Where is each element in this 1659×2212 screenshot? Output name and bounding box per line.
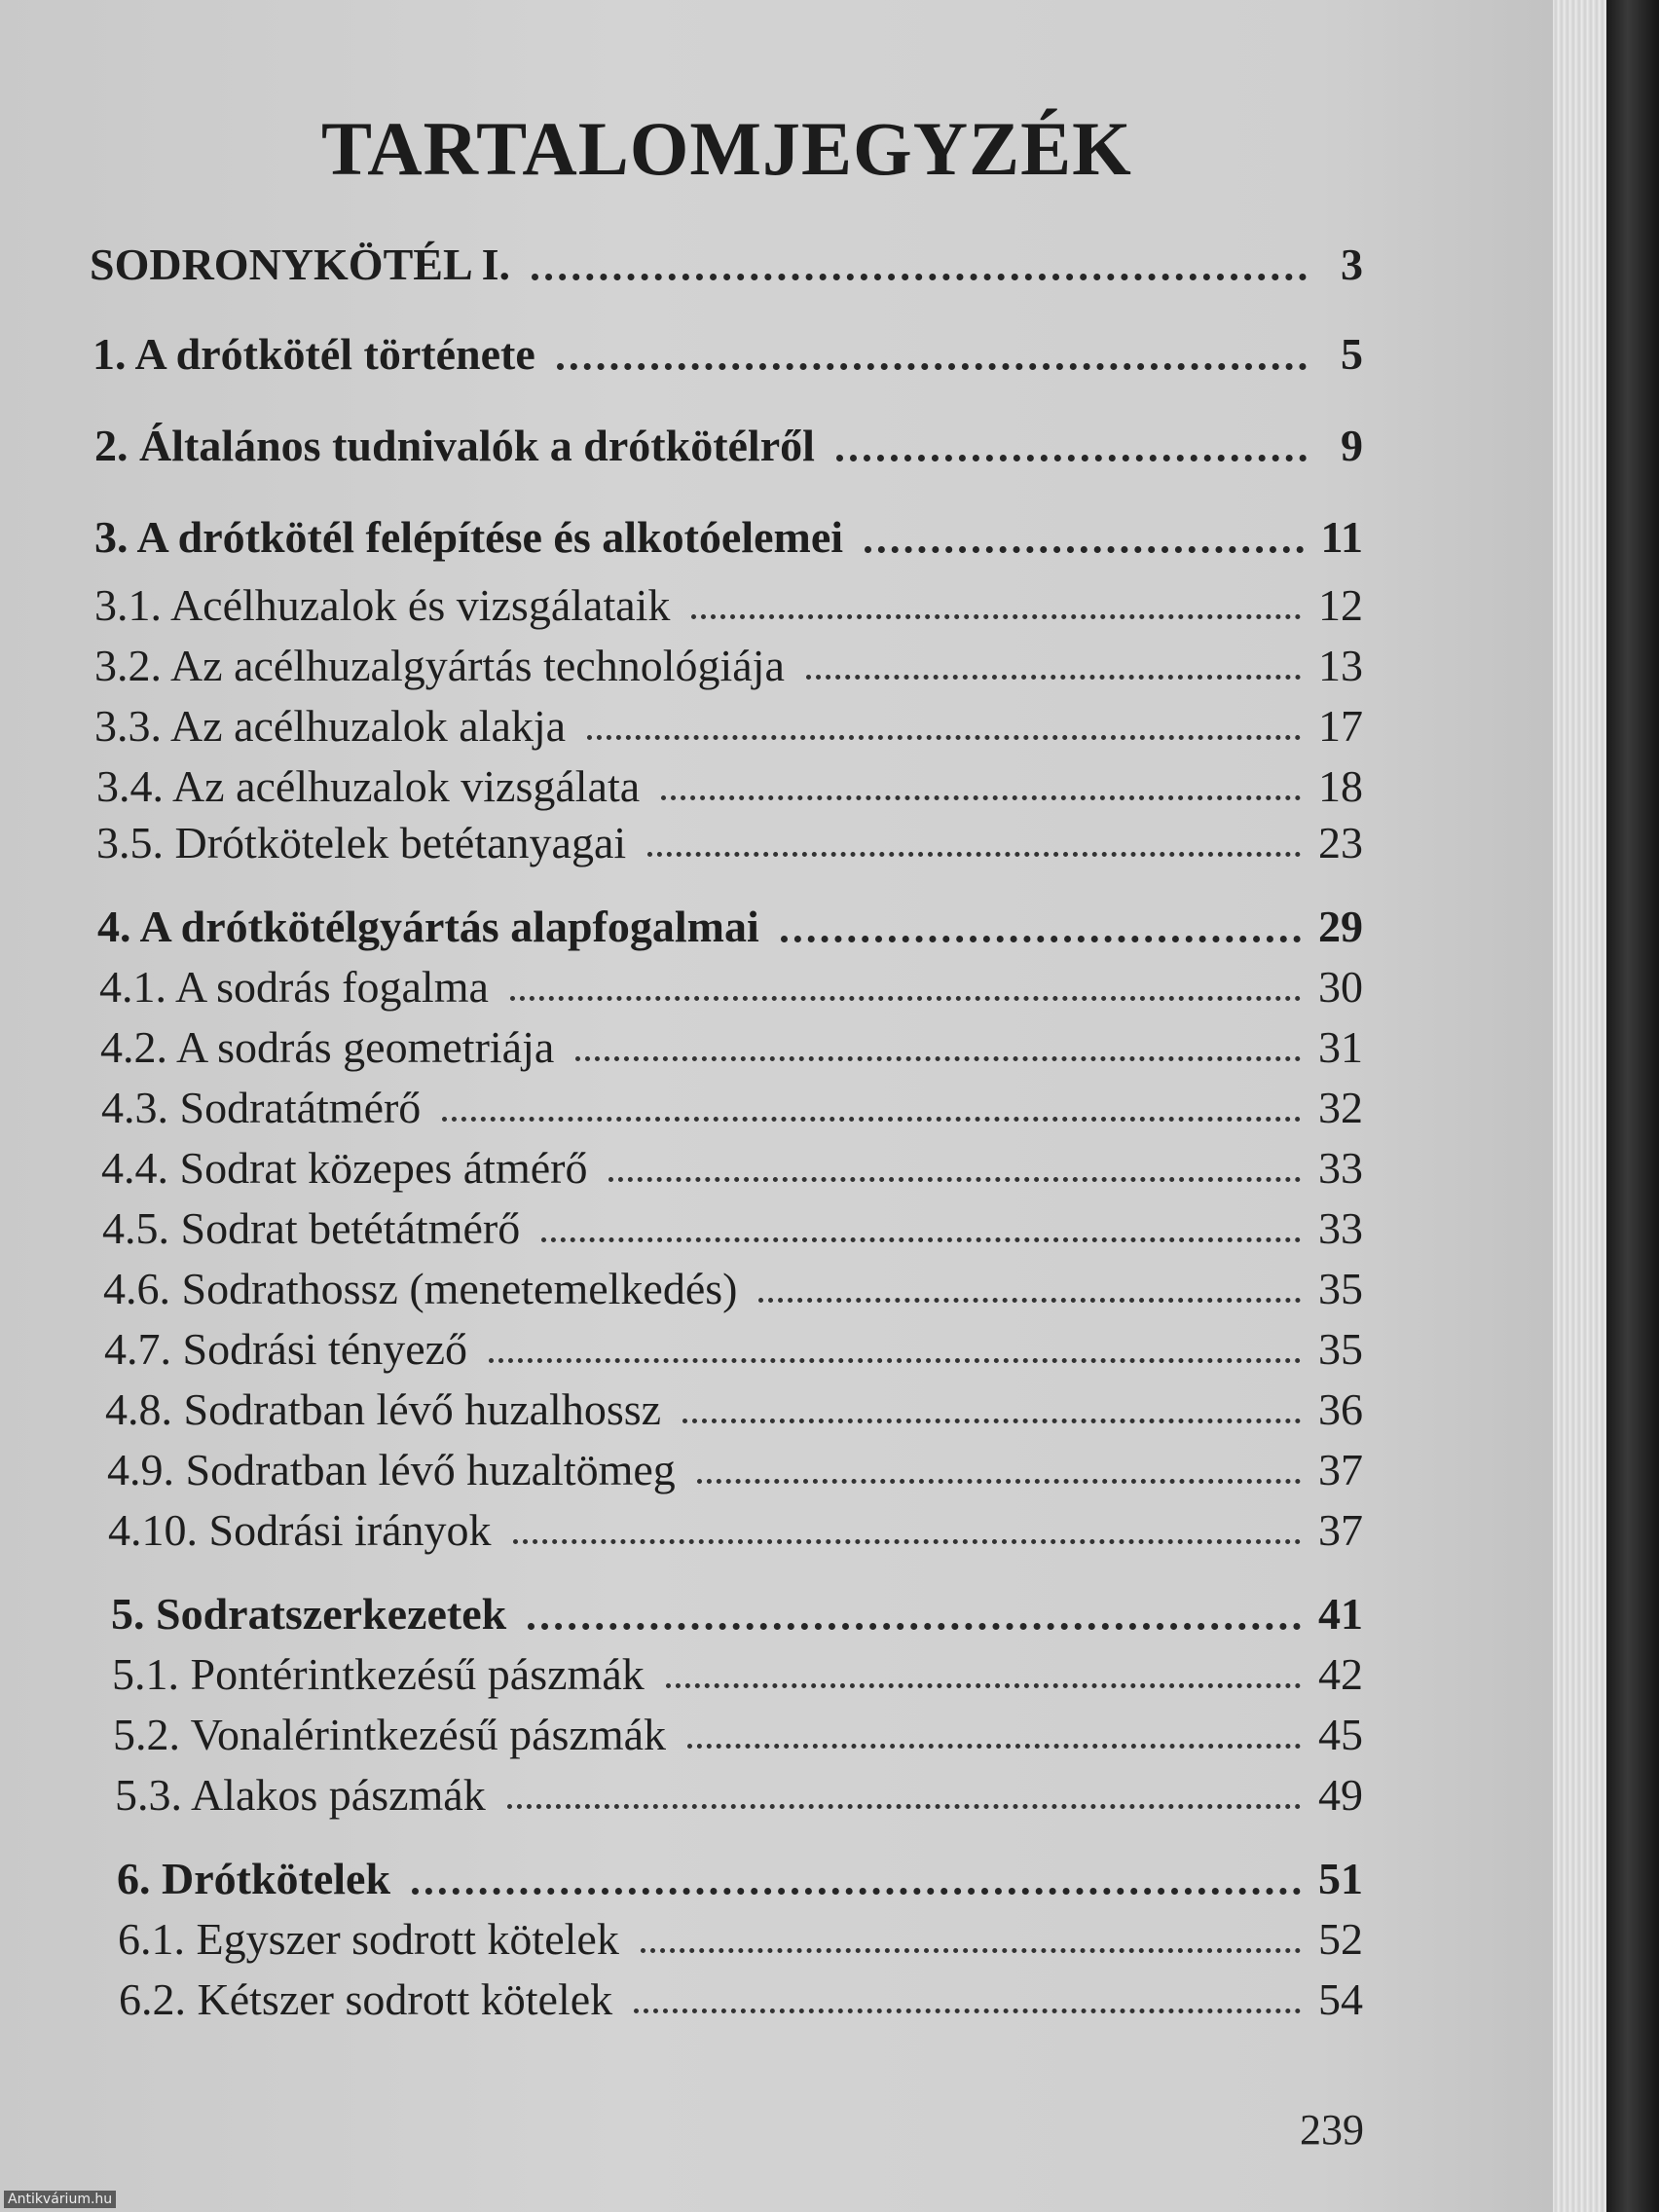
toc-section-entry bbox=[113, 1702, 1363, 1760]
toc-entry-page: 13 bbox=[1318, 641, 1363, 690]
watermark: Antikvárium.hu bbox=[4, 2191, 116, 2208]
toc-entry-page: 45 bbox=[1318, 1710, 1363, 1759]
toc-leader-dots bbox=[575, 1056, 1301, 1061]
toc-entry-page: 29 bbox=[1318, 902, 1363, 951]
toc-leader-dots bbox=[507, 1804, 1301, 1809]
toc-section-entry bbox=[104, 1316, 1363, 1375]
toc-entry-label: 4.6. Sodrathossz (menetemelkedés) bbox=[103, 1264, 738, 1313]
toc-entry-page: 37 bbox=[1318, 1505, 1363, 1555]
toc-entry-label: 6.2. Kétszer sodrott kötelek bbox=[119, 1974, 613, 2024]
toc-leader-dots bbox=[528, 1623, 1301, 1630]
toc-leader-dots bbox=[836, 455, 1307, 461]
toc-entry-label: 5.3. Alakos pászmák bbox=[115, 1770, 486, 1820]
page-number: 239 bbox=[1300, 2106, 1364, 2154]
toc-leader-dots bbox=[647, 852, 1301, 857]
toc-section-entry bbox=[105, 1377, 1363, 1435]
toc-entry-page: 18 bbox=[1318, 761, 1363, 811]
toc-leader-dots bbox=[412, 1888, 1301, 1895]
toc-entry-label: 4.4. Sodrat közepes átmérő bbox=[101, 1143, 588, 1193]
toc-leader-dots bbox=[532, 274, 1307, 280]
toc-section-entry bbox=[108, 1497, 1363, 1556]
toc-leader-dots bbox=[489, 1358, 1301, 1363]
page-title: TARTALOMJEGYZÉK bbox=[321, 106, 1132, 191]
toc-leader-dots bbox=[682, 1419, 1301, 1423]
toc-section-entry bbox=[119, 1967, 1363, 2025]
toc-entry-page: 35 bbox=[1318, 1324, 1363, 1374]
toc-leader-dots bbox=[691, 614, 1301, 619]
toc-entry-label: 3.3. Az acélhuzalok alakja bbox=[94, 701, 567, 751]
toc-section-entry bbox=[101, 1075, 1363, 1133]
toc-entry-label: 5. Sodratszerkezetek bbox=[111, 1589, 507, 1639]
toc-entry-label: 4.1. A sodrás fogalma bbox=[99, 962, 489, 1012]
toc-entry-label: 6. Drótkötelek bbox=[117, 1854, 391, 1903]
toc-entry-page: 49 bbox=[1318, 1770, 1363, 1820]
toc-entry-page: 11 bbox=[1320, 512, 1363, 562]
toc-section-entry bbox=[115, 1762, 1363, 1821]
toc-entry-page: 17 bbox=[1318, 701, 1363, 751]
toc-entry-page: 37 bbox=[1318, 1445, 1363, 1494]
toc-entry-page: 54 bbox=[1318, 1974, 1363, 2024]
toc-entry-label: 4.7. Sodrási tényező bbox=[104, 1324, 468, 1374]
toc-entry-page: 42 bbox=[1318, 1649, 1363, 1699]
toc-entry-label: 3.4. Az acélhuzalok vizsgálata bbox=[96, 761, 641, 811]
toc-section-entry bbox=[96, 810, 1363, 868]
toc-entry-page: 30 bbox=[1318, 962, 1363, 1012]
toc-entry-page: 51 bbox=[1318, 1854, 1363, 1903]
toc-leader-dots bbox=[557, 363, 1307, 370]
toc-entry-page: 23 bbox=[1318, 818, 1363, 867]
page-edges bbox=[1553, 0, 1606, 2212]
toc-entry-page: 33 bbox=[1318, 1143, 1363, 1193]
toc-leader-dots bbox=[541, 1237, 1301, 1242]
toc-entry-label: 4.10. Sodrási irányok bbox=[108, 1505, 492, 1555]
toc-chapter-entry bbox=[94, 413, 1363, 471]
toc-section-entry bbox=[99, 954, 1363, 1013]
toc-section-entry bbox=[103, 1256, 1363, 1314]
toc-entry-page: 33 bbox=[1318, 1203, 1363, 1253]
toc-chapter-entry bbox=[90, 232, 1363, 290]
toc-leader-dots bbox=[697, 1479, 1301, 1484]
toc-section-entry bbox=[94, 633, 1363, 691]
toc-leader-dots bbox=[513, 1539, 1301, 1544]
toc-entry-page: 32 bbox=[1318, 1083, 1363, 1132]
toc-entry-page: 3 bbox=[1341, 240, 1363, 289]
toc-section-entry bbox=[112, 1641, 1363, 1700]
toc-entry-label: 3.5. Drótkötelek betétanyagai bbox=[96, 818, 627, 867]
toc-leader-dots bbox=[666, 1683, 1301, 1688]
toc-entry-page: 35 bbox=[1318, 1264, 1363, 1313]
toc-leader-dots bbox=[442, 1117, 1301, 1122]
toc-section-entry bbox=[107, 1437, 1363, 1495]
toc-section-entry bbox=[94, 572, 1363, 631]
toc-entry-label: 4.2. A sodrás geometriája bbox=[100, 1022, 555, 1072]
toc-entry-page: 52 bbox=[1318, 1914, 1363, 1964]
toc-entry-label: SODRONYKÖTÉL I. bbox=[90, 240, 510, 289]
toc-entry-label: 4.8. Sodratban lévő huzalhossz bbox=[105, 1384, 662, 1434]
toc-entry-page: 5 bbox=[1341, 329, 1363, 379]
toc-leader-dots bbox=[661, 795, 1301, 800]
toc-entry-label: 3.2. Az acélhuzalgyártás technológiája bbox=[94, 641, 785, 690]
toc-chapter-entry bbox=[94, 504, 1363, 563]
toc-entry-label: 1. A drótkötél története bbox=[92, 329, 535, 379]
toc-section-entry bbox=[101, 1135, 1363, 1194]
toc-entry-label: 2. Általános tudnivalók a drótkötélről bbox=[94, 421, 815, 470]
toc-entry-label: 5.1. Pontérintkezésű pászmák bbox=[112, 1649, 645, 1699]
toc-leader-dots bbox=[865, 546, 1303, 553]
toc-entry-page: 9 bbox=[1341, 421, 1363, 470]
toc-section-entry bbox=[96, 754, 1363, 812]
toc-chapter-entry bbox=[92, 321, 1363, 380]
toc-entry-label: 4.9. Sodratban lévő huzaltömeg bbox=[107, 1445, 676, 1494]
toc-leader-dots bbox=[687, 1744, 1301, 1749]
toc-leader-dots bbox=[641, 1948, 1301, 1953]
toc-entry-label: 3. A drótkötél felépítése és alkotóelemei bbox=[94, 512, 844, 562]
toc-entry-label: 6.1. Egyszer sodrott kötelek bbox=[118, 1914, 619, 1964]
toc-chapter-entry bbox=[111, 1581, 1363, 1640]
toc-entry-label: 4.3. Sodratátmérő bbox=[101, 1083, 422, 1132]
toc-leader-dots bbox=[758, 1298, 1301, 1303]
toc-leader-dots bbox=[510, 996, 1301, 1001]
toc-leader-dots bbox=[608, 1177, 1301, 1182]
toc-entry-label: 3.1. Acélhuzalok és vizsgálataik bbox=[94, 580, 671, 630]
toc-entry-page: 31 bbox=[1318, 1022, 1363, 1072]
toc-entry-label: 4.5. Sodrat betétátmérő bbox=[102, 1203, 521, 1253]
toc-section-entry bbox=[94, 693, 1363, 752]
toc-leader-dots bbox=[806, 675, 1301, 680]
toc-leader-dots bbox=[781, 936, 1301, 942]
toc-entry-page: 36 bbox=[1318, 1384, 1363, 1434]
toc-section-entry bbox=[118, 1906, 1363, 1965]
toc-leader-dots bbox=[634, 2009, 1301, 2013]
toc-entry-label: 4. A drótkötélgyártás alapfogalmai bbox=[97, 902, 759, 951]
book-cover-edge bbox=[1606, 0, 1659, 2212]
toc-entry-page: 12 bbox=[1318, 580, 1363, 630]
toc-section-entry bbox=[100, 1014, 1363, 1073]
toc-chapter-entry bbox=[97, 894, 1363, 952]
toc-leader-dots bbox=[587, 735, 1301, 740]
toc-entry-page: 41 bbox=[1318, 1589, 1363, 1639]
toc-entry-label: 5.2. Vonalérintkezésű pászmák bbox=[113, 1710, 667, 1759]
toc-section-entry bbox=[102, 1196, 1363, 1254]
toc-chapter-entry bbox=[117, 1846, 1363, 1904]
